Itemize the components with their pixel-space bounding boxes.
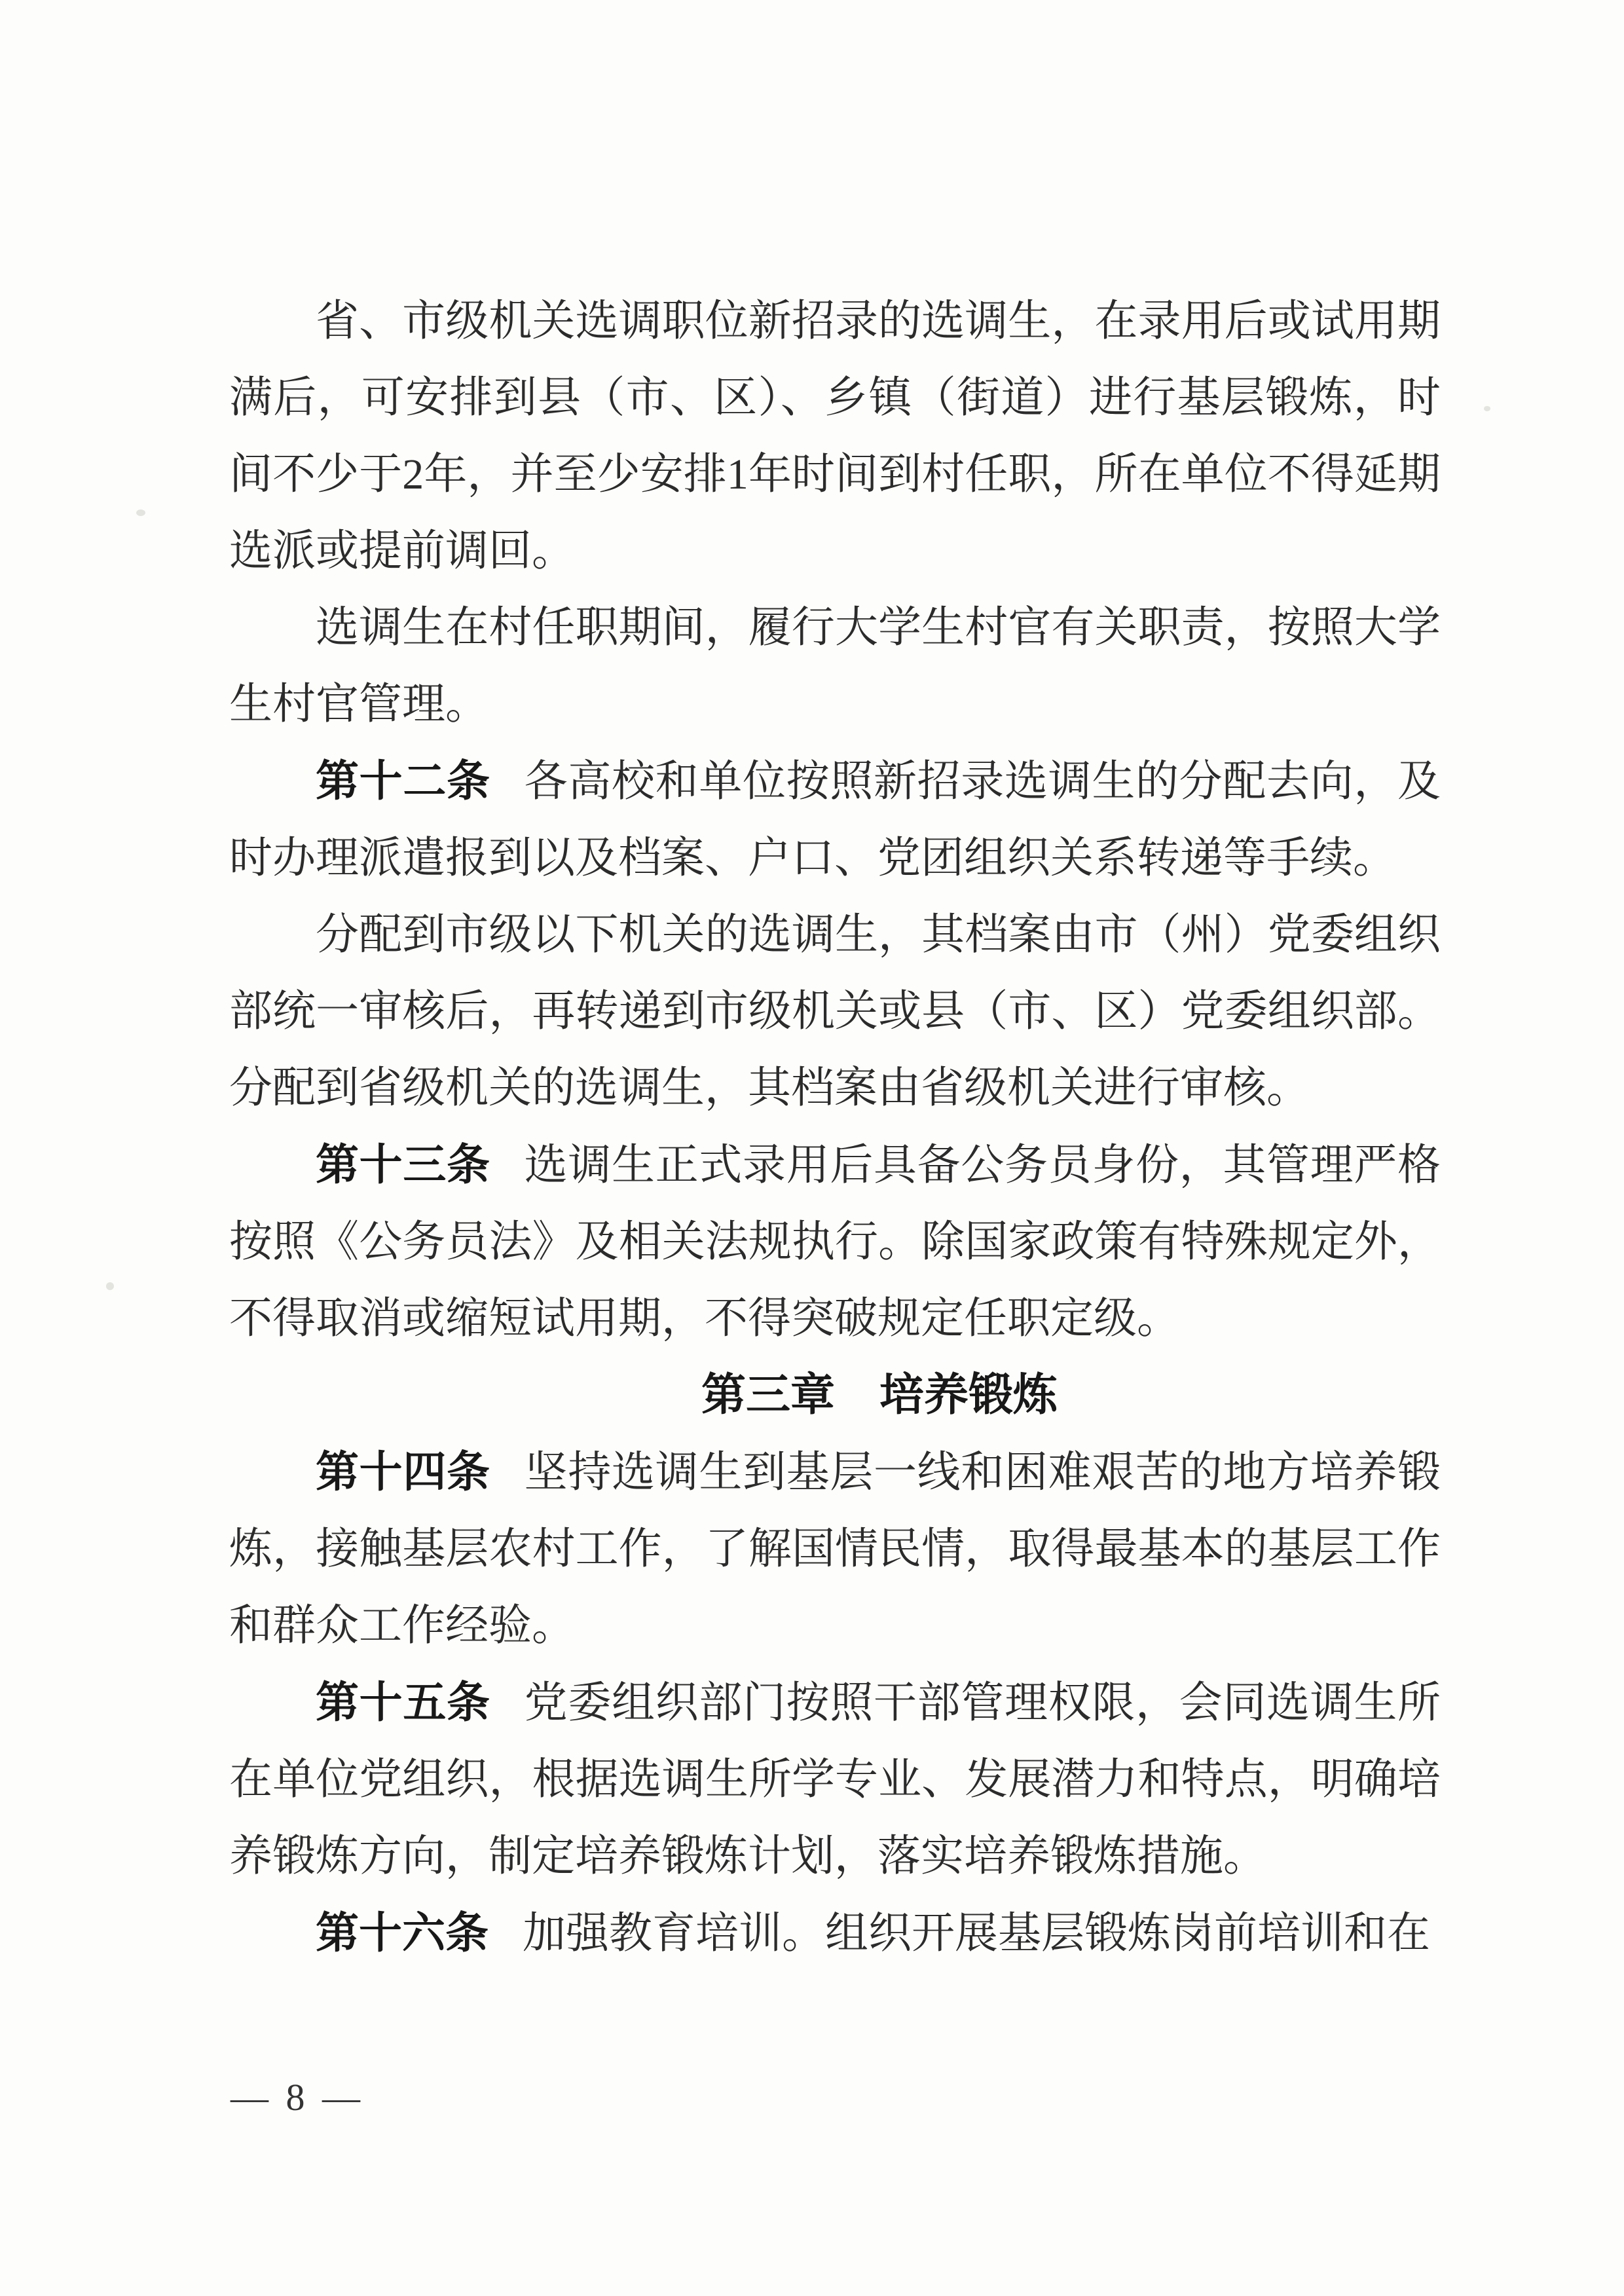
body-paragraph — [229, 1126, 1441, 1357]
body-paragraph — [229, 897, 1441, 1126]
paragraph-text: 坚持选调生到基层一线和困难艰苦的地方培养锻炼，接触基层农村工作，了解国情民情，取得最基本的基层工作和群众工作经验。 — [229, 1449, 1441, 1650]
chapter-heading: 第三章 培养锻炼 — [701, 1370, 1058, 1420]
body-paragraph — [229, 743, 1441, 897]
paragraph-text: 党委组织部门按照干部管理权限，会同选调生所在单位党组织，根据选调生所学专业、发展潜力和特点，明确培养锻炼方向，制定培养锻炼计划，落实培养锻炼措施。 — [229, 1679, 1441, 1880]
article-number: 第十二条 — [316, 756, 490, 805]
article-number: 第十六条 — [316, 1908, 489, 1957]
article-number: 第十三条 — [316, 1140, 490, 1189]
scan-speck — [136, 509, 145, 516]
body-paragraph — [229, 1895, 1441, 1972]
paragraph-text: 分配到市级以下机关的选调生，其档案由市（州）党委组织部统一审核后，再转递到市级机关或县（市、区）党委组织部。分配到省级机关的选调生，其档案由省级机关进行审核。 — [229, 911, 1441, 1112]
body-paragraph — [229, 589, 1441, 743]
paragraph-text: 选调生正式录用后具备公务员身份，其管理严格按照《公务员法》及相关法规执行。除国家政策有特殊规定外，不得取消或缩短试用期，不得突破规定任职定级。 — [229, 1141, 1441, 1342]
body-paragraph — [229, 1664, 1441, 1895]
article-number: 第十四条 — [316, 1447, 490, 1496]
body-paragraph — [229, 1434, 1441, 1664]
document-body — [229, 283, 1441, 1972]
paragraph-text: 各高校和单位按照新招录选调生的分配去向，及时办理派遣报到以及档案、户口、党团组织关系转递等手续。 — [229, 758, 1441, 882]
article-number: 第十五条 — [316, 1678, 490, 1726]
scan-speck — [106, 1282, 114, 1290]
page-number: — 8 — — [231, 2076, 364, 2119]
body-paragraph — [229, 283, 1441, 589]
scan-speck — [1484, 406, 1490, 411]
paragraph-text: 省、市级机关选调职位新招录的选调生，在录用后或试用期满后，可安排到县（市、区）、乡镇（街道）进行基层锻炼，时间不少于2年，并至少安排1年时间到村任职，所在单位不得延期选派或提前调回。 — [229, 297, 1441, 575]
paragraph-text: 加强教育培训。组织开展基层锻炼岗前培训和在 — [523, 1910, 1430, 1957]
paragraph-text: 选调生在村任职期间，履行大学生村官有关职责，按照大学生村官管理。 — [229, 604, 1441, 728]
